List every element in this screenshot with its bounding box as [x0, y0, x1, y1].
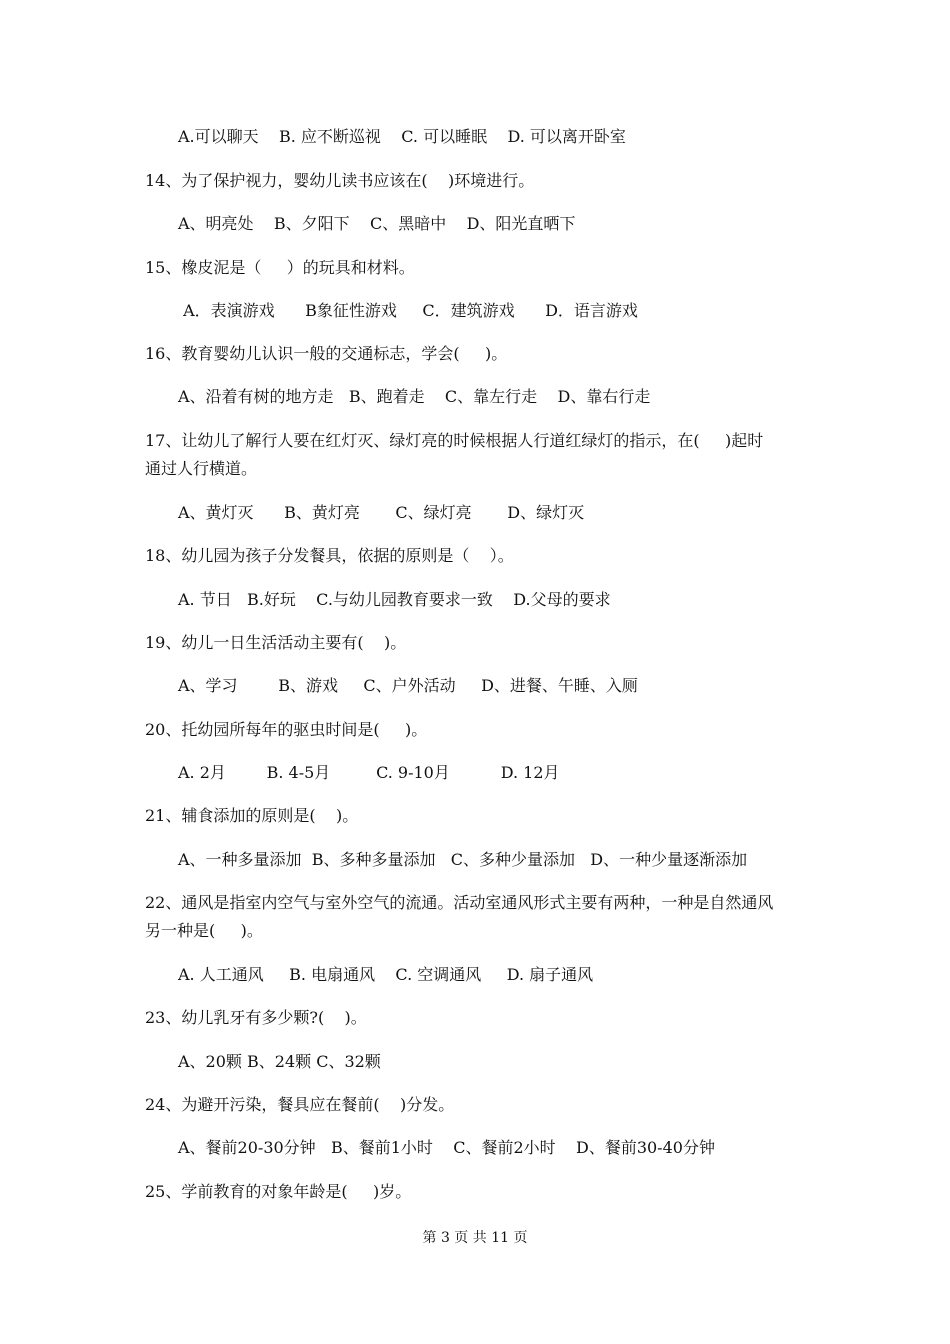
q14-options: A、明亮处 B、夕阳下 C、黑暗中 D、阳光直晒下: [178, 214, 576, 233]
q19-options: A、学习 B、游戏 C、户外活动 D、进餐、午睡、入厕: [178, 676, 638, 695]
q18-stem: 18、幼儿园为孩子分发餐具，依据的原则是（ ）。: [145, 546, 514, 565]
q17-options: A、黄灯灭 B、黄灯亮 C、绿灯亮 D、绿灯灭: [178, 503, 585, 522]
q24-stem: 24、为避开污染，餐具应在餐前( )分发。: [145, 1095, 455, 1114]
q18-options: A. 节日 B.好玩 C.与幼儿园教育要求一致 D.父母的要求: [178, 590, 611, 609]
page-number-footer: 第 3 页 共 11 页: [422, 1230, 528, 1246]
q22-options: A. 人工通风 B. 电扇通风 C. 空调通风 D. 扇子通风: [178, 965, 594, 984]
q17-stem-line2: 通过人行横道。: [145, 459, 258, 478]
q22-stem-line2: 另一种是( )。: [145, 921, 263, 940]
q21-options: A、一种多量添加 B、多种多量添加 C、多种少量添加 D、一种少量逐渐添加: [178, 850, 748, 869]
q19-stem: 19、幼儿一日生活活动主要有( )。: [145, 633, 407, 652]
q16-stem: 16、教育婴幼儿认识一般的交通标志，学会( )。: [145, 344, 508, 363]
q25-stem: 25、学前教育的对象年龄是( )岁。: [145, 1182, 412, 1201]
q17-stem-line1: 17、让幼儿了解行人要在红灯灭、绿灯亮的时候根据人行道红绿灯的指示，在( )起时: [145, 431, 764, 450]
q20-stem: 20、托幼园所每年的驱虫时间是( )。: [145, 720, 428, 739]
q15-options: A．表演游戏 B象征性游戏 C．建筑游戏 D．语言游戏: [178, 301, 638, 320]
q24-options: A、餐前20-30分钟 B、餐前1小时 C、餐前2小时 D、餐前30-40分钟: [178, 1138, 715, 1157]
q15-stem: 15、橡皮泥是（ ）的玩具和材料。: [145, 258, 415, 277]
q13-options: A.可以聊天 B. 应不断巡视 C. 可以睡眠 D. 可以离开卧室: [178, 127, 626, 146]
q14-stem: 14、为了保护视力，婴幼儿读书应该在( )环境进行。: [145, 171, 535, 190]
q20-options: A. 2月 B. 4-5月 C. 9-10月 D. 12月: [178, 763, 560, 782]
q23-stem: 23、幼儿乳牙有多少颗?( )。: [145, 1008, 367, 1027]
q21-stem: 21、辅食添加的原则是( )。: [145, 806, 359, 825]
q16-options: A、沿着有树的地方走 B、跑着走 C、靠左行走 D、靠右行走: [178, 387, 651, 406]
q23-options: A、20颗 B、24颗 C、32颗: [178, 1052, 381, 1071]
q22-stem-line1: 22、通风是指室内空气与室外空气的流通。活动室通风形式主要有两种，一种是自然通风: [145, 893, 774, 912]
